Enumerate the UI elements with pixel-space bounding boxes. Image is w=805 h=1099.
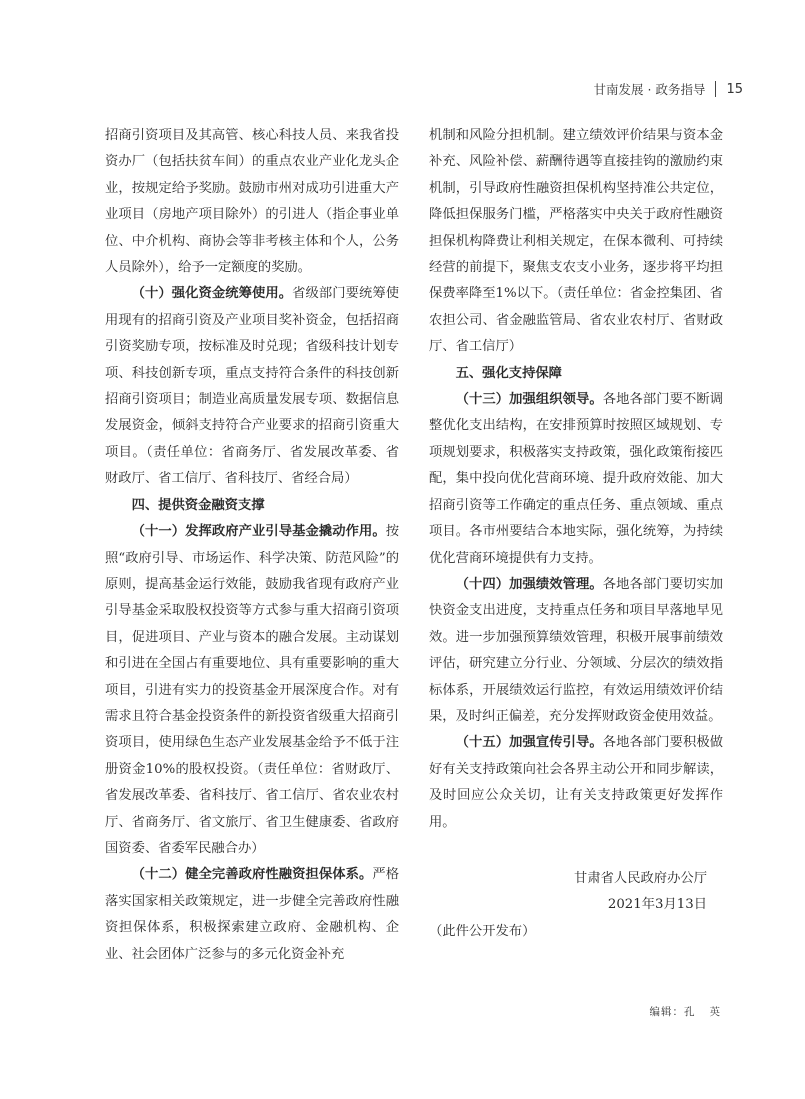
right-column <box>429 123 723 945</box>
paragraph-item-13 <box>429 387 723 572</box>
editor-credit <box>650 1004 722 1019</box>
item-11-heading: （十一）发挥政府产业引导基金撬动作用。 <box>131 524 386 540</box>
left-column <box>105 123 399 968</box>
issue-date: 2021年3月13日 <box>607 897 707 913</box>
item-15-heading: （十五）加强宣传引导。 <box>455 735 603 751</box>
section-5-heading: 五、强化支持保障 <box>455 365 562 381</box>
header-divider <box>715 81 716 97</box>
paragraph-item-15 <box>429 730 723 836</box>
page-header <box>594 80 743 98</box>
item-12-heading: （十二）健全完善政府性融资担保体系。 <box>131 867 373 883</box>
paragraph-item-12 <box>105 862 399 968</box>
journal-title: 甘南发展 · 政务指导 <box>593 82 706 97</box>
item-15-body: 各地各部门要积极做好有关支持政策向社会各界主动公开和同步解读，及时回应公众关切，让有关支持政策更好发挥作用。 <box>429 735 724 830</box>
editor-family-name: 英 <box>709 1006 721 1018</box>
publication-notice: （此件公开发布） <box>429 923 536 939</box>
item-10-heading: （十）强化资金统筹使用。 <box>131 286 293 302</box>
paragraph-continuation: 招商引资项目及其高管、核心科技人员、来我省投资办厂（包括扶贫车间）的重点农业产业化龙头企业，按规定给予奖励。鼓励市州对成功引进重大产业项目（房地产项目除外）的引进人（指企事业单位、中介机构、商协会等非考核主体和个人，公务人员除外），给予一定额度的奖励。 <box>105 128 399 276</box>
paragraph-item-14 <box>429 572 723 730</box>
paragraph-item-11 <box>105 519 399 862</box>
item-11-body: 按照“政府引导、市场运作、科学决策、防范风险”的原则，提高基金运行效能，鼓励我省现有政府产业引导基金采取股权投资等方式参与重大招商引资项目，促进项目、产业与资本的融合发展。主动谋划和引进在全国占有重要地位、具有重要影响的重大项目，引进有实力的投资基金开展深度合作。对有需求且符合基金投资条件的新投资省级重大招商引资项目，使用绿色生态产业发展基金给予不低于注册资金10%的股权投资。（责任单位：省财政厅、省发展改革委、省科技厅、省工信厅、省农业农村厅、省商务厅、省文旅厅、省卫生健康委、省政府国资委、省委军民融合办） <box>105 524 399 856</box>
item-12-body: 严格落实国家相关政策规定，进一步健全完善政府性融资担保体系，积极探索建立政府、金融机构、企业、社会团体广泛参与的多元化资金补充 <box>105 867 400 962</box>
item-14-body: 各地各部门要切实加快资金支出进度，支持重点任务和项目早落地早见效。进一步加强预算绩效管理，积极开展事前绩效评估，研究建立分行业、分领域、分层次的绩效指标体系，开展绩效运行监控，有效运用绩效评价结果，及时纠正偏差，充分发挥财政资金使用效益。 <box>429 576 724 724</box>
item-13-heading: （十三）加强组织领导。 <box>455 392 603 408</box>
issuer-name: 甘肃省人民政府办公厅 <box>574 870 707 886</box>
signature-block <box>429 866 723 919</box>
item-14-heading: （十四）加强绩效管理。 <box>455 576 603 592</box>
paragraph-continuation: 机制和风险分担机制。建立绩效评价结果与资本金补充、风险补偿、薪酬待遇等直接挂钩的激励约束机制，引导政府性融资担保机构坚持准公共定位，降低担保服务门槛，严格落实中央关于政府性融资担保机构降费让利相关规定，在保本微利、可持续经营的前提下，聚焦支农支小业务，逐步将平均担保费率降至1%以下。（责任单位：省金控集团、省农担公司、省金融监管局、省农业农村厅、省财政厅、省工信厅） <box>429 128 723 355</box>
section-4-heading: 四、提供资金融资支撑 <box>131 497 265 513</box>
editor-label: 编辑： <box>649 1006 684 1018</box>
item-10-body: 省级部门要统筹使用现有的招商引资及产业项目奖补资金，包括招商引资奖励专项，按标准及时兑现；省级科技计划专项、科技创新专项，重点支持符合条件的科技创新招商引资项目；制造业高质量发展专项、数据信息发展资金，倾斜支持符合产业要求的招商引资重大项目。（责任单位：省商务厅、省发展改革委、省财政厅、省工信厅、省科技厅、省经合局） <box>105 286 400 487</box>
paragraph-item-10 <box>105 281 399 492</box>
page-number: 15 <box>726 81 743 97</box>
editor-given-name: 孔 <box>684 1006 696 1018</box>
item-13-body: 各地各部门要不断调整优化支出结构，在安排预算时按照区域规划、专项规划要求，积极落实支持政策，强化政策衔接匹配，集中投向优化营商环境、提升政府效能、加大招商引资等工作确定的重点任务、重点领域、重点项目。各市州要结合本地实际，强化统筹，为持续优化营商环境提供有力支持。 <box>429 392 724 566</box>
